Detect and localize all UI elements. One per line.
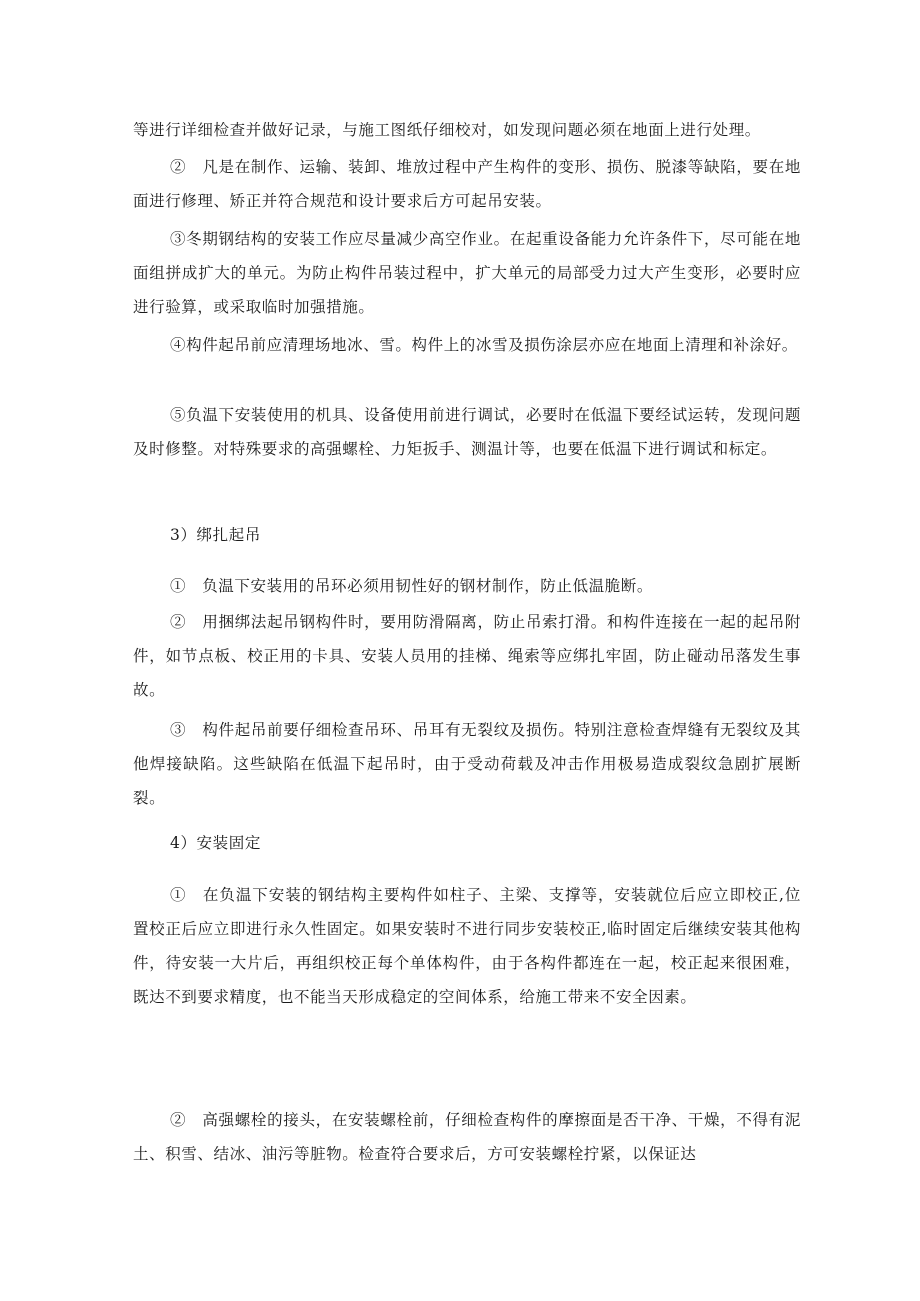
paragraph-item-2-defect-repair: ② 凡是在制作、运输、装卸、堆放过程中产生构件的变形、损伤、脱漆等缺陷，要在地面进行修理、矫正并符合规范和设计要求后方可起吊安装。 [133,158,801,210]
paragraph-binding-item-3: ③ 构件起吊前要仔细检查吊环、吊耳有无裂纹及损伤。特别注意检查焊缝有无裂纹及其他焊接缺陷。这些缺陷在低温下起吊时，由于受动荷载及冲击作用极易造成裂纹急剧扩展断裂。 [133,721,801,807]
paragraph-binding-item-2: ② 用捆绑法起吊钢构件时，要用防滑隔离，防止吊索打滑。和构件连接在一起的起吊附件，如节点板、校正用的卡具、安装人员用的挂梯、绳索等应绑扎牢固，防止碰动吊落发生事故。 [133,613,801,699]
section-heading-installation-fixing: 4）安装固定 [170,834,261,852]
paragraph-binding-item-1: ① 负温下安装用的吊环必须用韧性好的钢材制作，防止低温脆断。 [170,577,654,595]
paragraph-item-3-winter-installation: ③冬期钢结构的安装工作应尽量减少高空作业。在起重设备能力允许条件下，尽可能在地面组拼成扩大的单元。为防止构件吊装过程中，扩大单元的局部受力过大产生变形，必要时应进行验算，或采取临时加强措施。 [133,230,801,316]
section-heading-binding-hoisting: 3）绑扎起吊 [170,526,261,544]
paragraph-item-5-equipment-testing: ⑤负温下安装使用的机具、设备使用前进行调试，必要时在低温下要经试运转，发现问题及时修整。对特殊要求的高强螺栓、力矩扳手、测温计等，也要在低温下进行调试和标定。 [133,406,801,458]
paragraph-fixing-item-2: ② 高强螺栓的接头，在安装螺栓前，仔细检查构件的摩擦面是否干净、干燥，不得有泥土、积雪、结冰、油污等脏物。检查符合要求后，方可安装螺栓拧紧，以保证达 [133,1111,801,1163]
paragraph-continuation: 等进行详细检查并做好记录，与施工图纸仔细校对，如发现问题必须在地面上进行处理。 [133,121,761,139]
paragraph-item-4-clear-ice-snow: ④构件起吊前应清理场地冰、雪。构件上的冰雪及损伤涂层亦应在地面上清理和补涂好。 [170,336,798,354]
paragraph-fixing-item-1: ① 在负温下安装的钢结构主要构件如柱子、主梁、支撑等，安装就位后应立即校正,位置校正后应立即进行永久性固定。如果安装时不进行同步安装校正,临时固定后继续安装其他构件，待安装一大片后，再组织校正每个单体构件，由于各构件都连在一起，校正起来很困难，既达不到要求精度，也不能当天形成稳定的空间体系，给施工带来不安全因素。 [133,886,801,1006]
